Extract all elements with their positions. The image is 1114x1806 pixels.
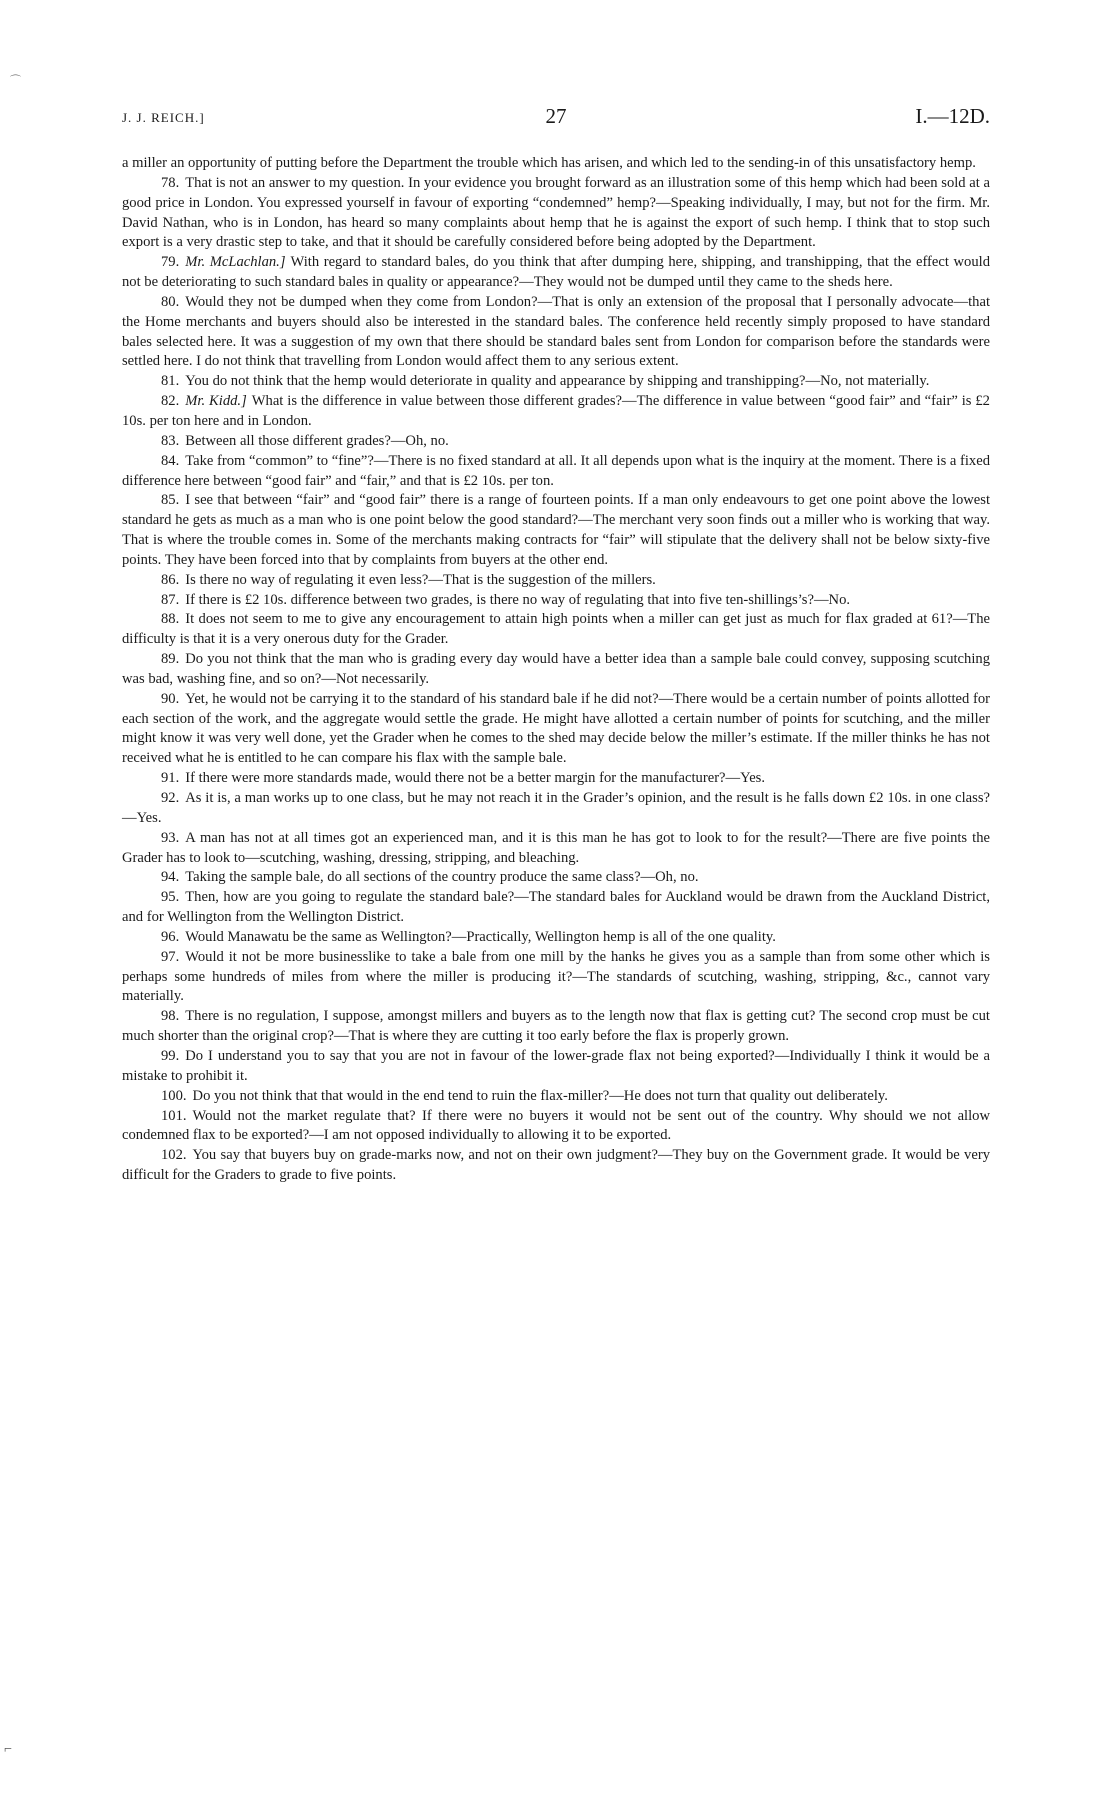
question-paragraph [122,432,990,452]
question-text: Taking the sample bale, do all sections of the country produce the same class?—Oh, no. [185,869,699,886]
question-paragraph [122,392,990,432]
question-paragraph [122,868,990,888]
question-number: 79. [161,254,180,271]
question-number: 89. [161,651,180,668]
scan-mark-top: ⌒ [10,75,21,87]
question-number: 85. [161,492,180,509]
question-text: Do you not think that that would in the end tend to ruin the flax-miller?—He does not turn that quality out deliberately. [192,1087,888,1104]
question-number: 83. [161,432,180,449]
question-number: 97. [161,948,180,965]
question-paragraph [122,1146,990,1186]
question-number: 98. [161,1008,180,1025]
question-text: Do you not think that the man who is grading every day would have a better idea than a sample bale could convey, supposing scutching was bad, washing fine, and so on?—Not necessarily. [122,651,990,687]
witness-name: J. J. REICH.] [122,110,205,125]
question-paragraph [122,591,990,611]
question-text: A man has not at all times got an experienced man, and it is this man he has got to look to for the result?—There are five points the Grader has to look to—scutching, washing, dressing, stripping, and bleaching. [122,829,990,866]
question-paragraph [122,1007,990,1047]
question-number: 95. [161,889,180,906]
question-text: As it is, a man works up to one class, but he may not reach it in the Grader’s opinion, and the result is he falls down £2 10s. in one class?—Yes. [122,790,990,826]
question-text: Would they not be dumped when they come from London?—That is only an extension of the proposal that I personally advocate—that the Home merchants and buyers should also be interested in the standard bales. The conference held recently simply proposed to have standard bales selected here. It was a suggestion of my own that there should be standard bales sent from London for comparison before the standards were settled here. I do not think that travelling from London would affect them to any serious extent. [122,293,990,370]
question-paragraph [122,829,990,869]
question-text: You do not think that the hemp would deteriorate in quality and appearance by shipping and transhipping?—No, not materially. [185,373,930,390]
question-text: Take from “common” to “fine”?—There is no fixed standard at all. It all depends upon what is the inquiry at the moment. There is a fixed difference here between “good fair” and “fair,” and that is £2 10s. per ton. [122,452,991,489]
question-paragraph [122,293,990,372]
question-number: 94. [161,869,180,886]
document-page [122,104,990,1186]
question-text: It does not seem to me to give any encouragement to attain high points when a miller can get just as much for flax graded at 61?—The difficulty is that it is a very onerous duty for the Grader. [122,611,990,648]
question-number: 82. [161,393,180,410]
question-text: That is not an answer to my question. In your evidence you brought forward as an illustration some of this hemp which had been sold at a good price in London. You expressed yourself in favour of exporting “condemned” hemp?—Speaking individually, I may, but not for the firm. Mr. David Nathan, who is in London, has heard so many complaints about hemp that he is against the export of such hemp. I think that to stop such export is a very drastic step to take, and that it should be carefully considered before being adopted by the Department. [122,174,990,251]
question-number: 80. [161,293,180,310]
question-number: 96. [161,928,180,945]
intro-paragraph: a miller an opportunity of putting before the Department the trouble which has arisen, and which led to the sending-in of this unsatisfactory hemp. [122,155,976,171]
question-text: Do I understand you to say that you are not in favour of the lower-grade flax not being exported?—Individually I think it would be a mistake to prohibit it. [122,1047,990,1084]
question-paragraph [122,1087,990,1107]
question-text: If there is £2 10s. difference between two grades, is there no way of regulating that into five ten-shillings’s?—No. [185,591,851,608]
question-number: 84. [161,452,180,469]
question-number: 91. [161,770,180,787]
question-text: Yet, he would not be carrying it to the standard of his standard bale if he did not?—There would be a certain number of points allotted for each section of the work, and the aggregate would settle the grade. He might have allotted a certain number of points for scutching, and the miller might know it was very well done, yet the Grader when he comes to the shed may decide below the miller’s estimate. If the miller thinks he has not received what he is entitled to he can compare his flax with the sample bale. [122,690,990,767]
speaker-name: Mr. Kidd.] [185,393,247,410]
question-paragraph [122,491,990,570]
document-reference: I.—12D. [915,104,990,128]
question-number: 88. [161,611,180,628]
question-paragraph [122,948,990,1008]
question-number: 86. [161,571,180,588]
question-paragraph [122,452,990,492]
question-number: 92. [161,790,180,806]
scan-mark-bottom: ⌐ [4,1742,12,1757]
question-paragraph [122,888,990,928]
question-number: 99. [161,1047,180,1064]
question-number: 81. [161,373,180,390]
question-paragraph [122,372,990,392]
evidence-text [122,154,990,1186]
question-paragraph [122,690,990,769]
question-number: 101. [161,1107,187,1124]
question-text: I see that between “fair” and “good fair” there is a range of fourteen points. If a man only endeavours to get one point above the lowest standard he gets as much as a man who is one point below the good standard?—The merchant very soon finds out a miller who is working that way. That is where the trouble comes in. Some of the merchants making contracts for “fair” will stipulate that the delivery shall not be below sixty-five points. They have been forced into that by complaints from buyers at the other end. [122,492,990,568]
question-text: What is the difference in value between those different grades?—The difference in value between “good fair” and “fair” is £2 10s. per ton here and in London. [122,393,990,429]
question-text: Would not the market regulate that? If there were no buyers it would not be sent out of the country. Why should we not allow condemned flax to be exported?—I am not opposed individually to allowing it to be exported. [122,1107,990,1144]
question-paragraph [122,1107,990,1147]
question-paragraph [122,650,990,690]
question-text: You say that buyers buy on grade-marks now, and not on their own judgment?—They buy on the Government grade. It would be very difficult for the Graders to grade to five points. [122,1147,990,1184]
question-paragraph [122,610,990,650]
question-text: If there were more standards made, would there not be a better margin for the manufacturer?—Yes. [185,770,766,787]
question-paragraph [122,174,990,253]
question-paragraph [122,253,990,293]
question-text: Then, how are you going to regulate the standard bale?—The standard bales for Auckland would be drawn from the Auckland District, and for Wellington from the Wellington District. [122,889,990,926]
question-number: 102. [161,1147,187,1164]
question-number: 78. [161,174,180,191]
question-paragraph [122,928,990,948]
question-paragraph [122,1047,990,1087]
question-paragraph [122,571,990,591]
question-text: Would Manawatu be the same as Wellington?—Practically, Wellington hemp is all of the one quality. [185,928,776,945]
question-number: 90. [161,690,180,707]
question-text: Between all those different grades?—Oh, no. [185,432,449,449]
page-number: 27 [545,104,567,128]
question-number: 100. [161,1087,187,1104]
speaker-name: Mr. McLachlan.] [185,254,286,271]
page-header [122,104,990,128]
question-paragraph [122,769,990,789]
question-paragraph [122,789,990,829]
question-text: There is no regulation, I suppose, amongst millers and buyers as to the length now that flax is getting cut? The second crop must be cut much shorter than the original crop?—That is where they are cutting it too early before the flax is properly grown. [122,1008,990,1045]
question-number: 87. [161,591,180,608]
question-text: Is there no way of regulating it even less?—That is the suggestion of the millers. [185,571,656,588]
question-text: Would it not be more businesslike to take a bale from one mill by the hanks he gives you as a sample than from some other which is perhaps some hundreds of miles from where the miller is producing it?—The standards of scutching, washing, stripping, &c., cannot vary materially. [122,948,990,1005]
question-text: With regard to standard bales, do you think that after dumping here, shipping, and transhipping, that the effect would not be deteriorating to such standard bales in quality or appearance?—They would not be dumped until they came to the sheds here. [122,254,991,291]
question-number: 93. [161,829,180,846]
